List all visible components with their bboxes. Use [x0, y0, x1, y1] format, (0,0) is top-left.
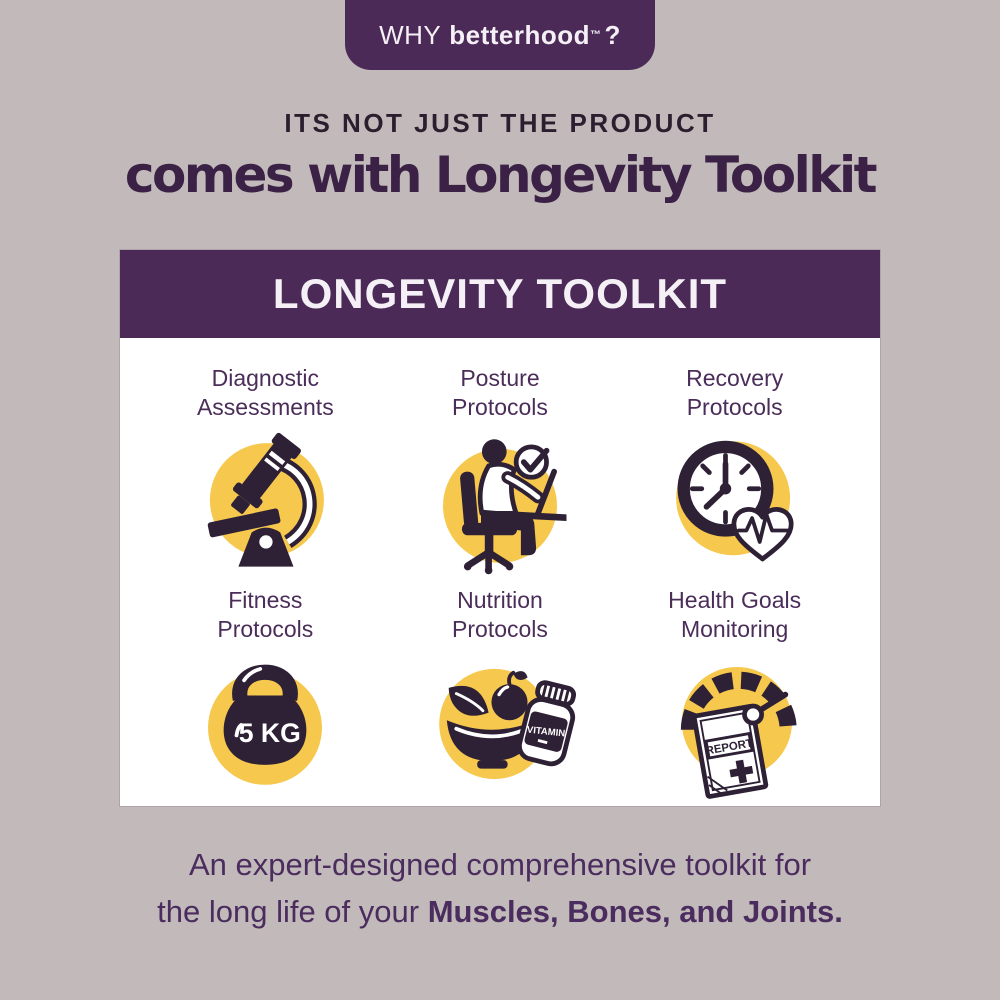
headline-title: comes with Longevity Toolkit — [124, 146, 876, 204]
toolkit-item-nutrition-protocols — [383, 586, 618, 800]
longevity-toolkit-card — [120, 250, 880, 806]
toolkit-item-diagnostic-assessments — [148, 364, 383, 578]
item-label: Fitness Protocols — [217, 586, 314, 642]
why-betterhood-badge — [345, 0, 655, 70]
toolkit-item-posture-protocols — [383, 364, 618, 578]
footer-bold-text: Muscles, Bones, and Joints. — [427, 893, 843, 929]
toolkit-item-fitness-protocols — [148, 586, 383, 800]
bowl-vitamin-jar-icon — [412, 648, 588, 800]
item-label: Recovery Protocols — [686, 365, 784, 420]
posture-desk-check-icon — [412, 426, 588, 578]
microscope-icon — [177, 426, 353, 578]
gauge-report-icon — [647, 648, 823, 800]
footer-tagline — [0, 842, 1000, 935]
toolkit-grid — [120, 338, 880, 800]
toolkit-card-header: LONGEVITY TOOLKIT — [120, 250, 880, 338]
clock-heartbeat-icon — [647, 426, 823, 578]
report-label-text: REPORT — [704, 737, 754, 758]
item-label: Posture Protocols — [452, 365, 548, 420]
toolkit-item-recovery-protocols — [617, 364, 852, 578]
kettlebell-weight-text: 5 KG — [239, 717, 302, 748]
vitamin-jar-label-text: VITAMIN — [526, 724, 566, 740]
badge-why-text: WHY — [379, 19, 442, 50]
brand-name: betterhood — [449, 19, 591, 50]
item-label: Nutrition Protocols — [452, 586, 548, 642]
item-label: Health Goals Monitoring — [668, 586, 802, 642]
trademark-symbol: ™ — [590, 29, 602, 41]
footer-line-2: the long life of your Muscles, Bones, and Joints. — [157, 893, 843, 929]
kettlebell-icon — [177, 648, 353, 800]
toolkit-item-health-goals-monitoring — [617, 586, 852, 800]
item-label: Diagnostic Assessments — [196, 365, 334, 420]
headline-kicker: ITS NOT JUST THE PRODUCT — [284, 108, 716, 138]
footer-line-1: An expert-designed comprehensive toolkit for — [188, 847, 812, 882]
badge-question-mark: ? — [604, 19, 621, 50]
